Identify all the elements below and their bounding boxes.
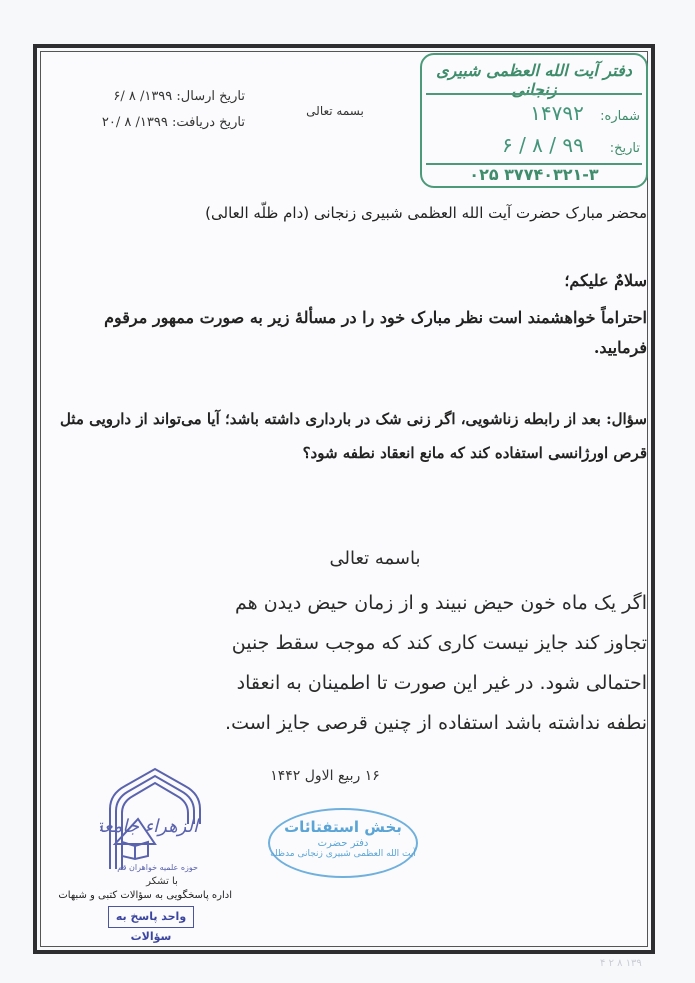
office-stamp-number-row [428,101,640,125]
sent-date-value: ۱۳۹۹/ ۸ /۶ [113,89,173,104]
scan-mark: ۱۳۹ ۸ ۲ ۴ [600,958,642,969]
alzahra-logo-stamp [100,764,220,874]
office-stamp-phone: ۰۲۵ ۳۷۷۴۰۳۲۱-۳ [469,165,599,184]
department-name: اداره پاسخگویی به سؤالات کتبی و شبهات [58,890,232,901]
logo-text: الزهراء جامعة [100,816,198,837]
received-date-value: ۱۳۹۹/ ۸ /۲۰ [101,115,168,130]
answer-paragraph: اگر یک ماه خون حیض نبیند و از زمان حیض دیدن هم تجاوز کند جایز نیست کاری کند که موجب سقط جنین احتمالی شود. در غیر این صورت تا اطمینان به انعقاد نطفه نداشته باشد استفاده از چنین قرصی جایز است. [225,592,647,734]
sent-date [60,84,245,110]
answer-date: ۱۶ ربیع الاول ۱۴۴۲ [270,768,380,784]
office-stamp-number-label: شماره: [600,109,640,124]
istifta-stamp-title: بخش استفتائات [284,818,402,836]
unit-stamp: واحد پاسخ به سؤالات [108,906,194,928]
intro-paragraph: احتراماً خواهشمند است نظر مبارک خود را در مسألهٔ زیر به صورت ممهور مرقوم فرمایید. [104,308,647,357]
stamp-divider [426,93,642,95]
logo-subtext: حوزه علمیه خواهران قم [117,863,198,872]
office-stamp-date-row [428,133,640,157]
office-stamp-date-label: تاریخ: [609,141,640,156]
sent-date-label: تاریخ ارسال: [176,89,245,104]
header-dates [60,84,245,136]
office-stamp [420,53,648,188]
received-date-label: تاریخ دریافت: [171,115,245,130]
question-text: بعد از رابطه زناشویی، اگر زنی شک در بارداری داشته باشد؛ آیا می‌تواند از دارویی مثل قرص اورژانسی استفاده کند که مانع انعقاد نطفه شود؟ [59,410,647,462]
office-stamp-title: دفتر آیت الله العظمی شبیری زنجانی [436,61,632,99]
istifta-stamp-subtitle: دفتر حضرت [317,838,369,849]
question-label: سؤال: [606,410,647,428]
received-date [60,110,245,136]
office-stamp-date-value: ۹۹ / ۸ / ۶ [501,133,584,157]
office-stamp-number-value: ۱۴۷۹۲ [530,101,584,125]
addressee: محضر مبارک حضرت آیت الله العظمی شبیری زنجانی (دام ظلّه العالی) [205,204,647,222]
istifta-stamp-subtitle2: آیت الله العظمی شبیری زنجانی مدظله [270,849,416,859]
greeting: سلامٌ علیکم؛ [564,271,647,290]
answer-bismillah: باسمه تعالی [329,548,421,569]
question-paragraph [57,402,647,470]
alzahra-logo-icon [100,764,220,874]
thanks-note: با تشکر [146,876,178,887]
header-bismillah: بسمه تعالی [306,104,364,118]
istifta-stamp [268,808,418,878]
